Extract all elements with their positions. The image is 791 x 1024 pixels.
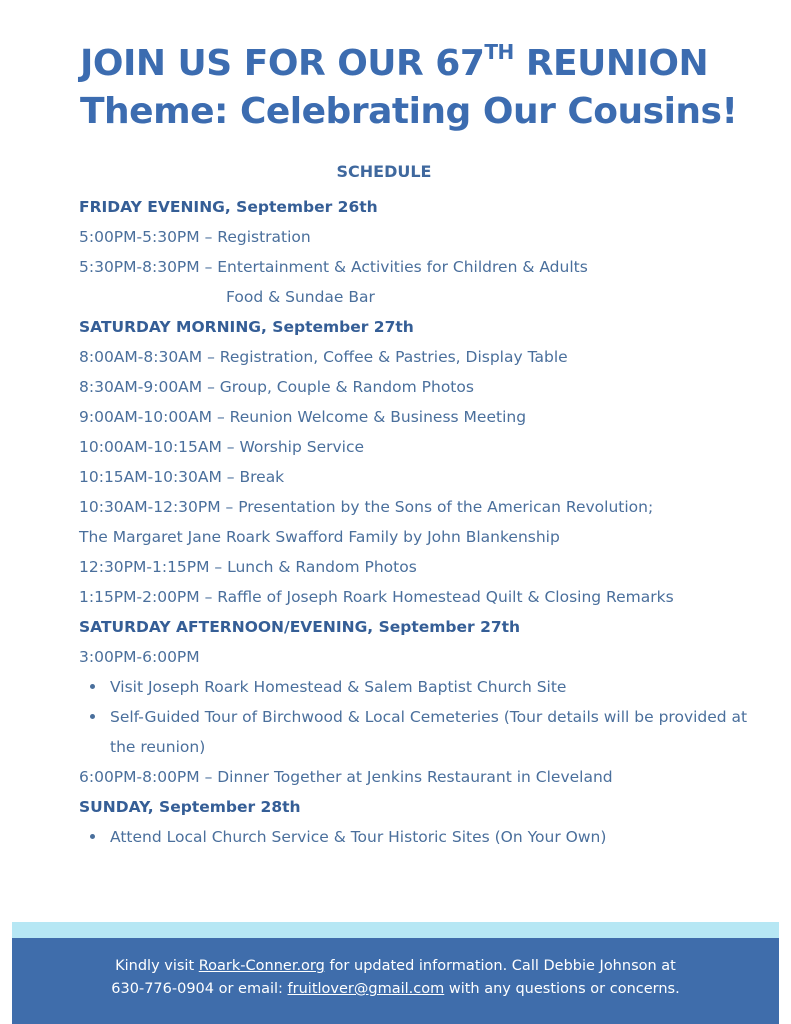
footer-line-1: Kindly visit Roark-Conner.org for updated information. Call Debbie Johnson at bbox=[115, 958, 676, 974]
bullet-icon bbox=[90, 834, 95, 839]
bullet-icon bbox=[90, 684, 95, 689]
schedule-item: 10:00AM-10:15AM – Worship Service bbox=[79, 438, 365, 456]
saturday-morning-header: SATURDAY MORNING, September 27th bbox=[79, 318, 414, 336]
schedule-item: The Margaret Jane Roark Swafford Family by John Blankenship bbox=[79, 528, 560, 546]
schedule-item: 8:00AM-8:30AM – Registration, Coffee & Pastries, Display Table bbox=[79, 348, 568, 366]
schedule-item: 10:30AM-12:30PM – Presentation by the Sons of the American Revolution; bbox=[79, 498, 654, 516]
bullet-item: Visit Joseph Roark Homestead & Salem Baptist Church Site bbox=[79, 672, 759, 702]
page-title bbox=[80, 40, 737, 136]
title-superscript: TH bbox=[484, 40, 514, 64]
schedule-item: 5:30PM-8:30PM – Entertainment & Activities for Children & Adults bbox=[79, 258, 588, 276]
sunday-header: SUNDAY, September 28th bbox=[79, 798, 301, 816]
email-link[interactable]: fruitlover@gmail.com bbox=[287, 981, 445, 997]
footer bbox=[12, 938, 779, 1024]
schedule-item: 8:30AM-9:00AM – Group, Couple & Random Photos bbox=[79, 378, 474, 396]
title-theme-line: Theme: Celebrating Our Cousins! bbox=[80, 91, 738, 132]
bullet-item: Self-Guided Tour of Birchwood & Local Cemeteries (Tour details will be provided at the reunion) bbox=[79, 702, 759, 762]
footer-line-2: 630-776-0904 or email: fruitlover@gmail.com with any questions or concerns. bbox=[111, 981, 680, 997]
bullet-icon bbox=[90, 714, 95, 719]
schedule-heading: SCHEDULE bbox=[336, 162, 432, 181]
title-line-1: JOIN US FOR OUR 67TH REUNION bbox=[80, 40, 709, 84]
schedule-item: 9:00AM-10:00AM – Reunion Welcome & Business Meeting bbox=[79, 408, 527, 426]
schedule-item: 1:15PM-2:00PM – Raffle of Joseph Roark Homestead Quilt & Closing Remarks bbox=[79, 588, 674, 606]
schedule-item: 5:00PM-5:30PM – Registration bbox=[79, 228, 311, 246]
website-link[interactable]: Roark-Conner.org bbox=[198, 958, 325, 974]
saturday-afternoon-header: SATURDAY AFTERNOON/EVENING, September 27th bbox=[79, 618, 521, 636]
schedule-item-continuation: Food & Sundae Bar bbox=[226, 288, 375, 306]
footer-accent-strip bbox=[12, 922, 779, 938]
schedule bbox=[79, 192, 759, 852]
schedule-item: 10:15AM-10:30AM – Break bbox=[79, 468, 285, 486]
friday-header: FRIDAY EVENING, September 26th bbox=[79, 198, 378, 216]
schedule-item: 3:00PM-6:00PM bbox=[79, 648, 200, 666]
bullet-item: Attend Local Church Service & Tour Historic Sites (On Your Own) bbox=[79, 822, 759, 852]
schedule-item: 6:00PM-8:00PM – Dinner Together at Jenkins Restaurant in Cleveland bbox=[79, 768, 613, 786]
schedule-item: 12:30PM-1:15PM – Lunch & Random Photos bbox=[79, 558, 417, 576]
